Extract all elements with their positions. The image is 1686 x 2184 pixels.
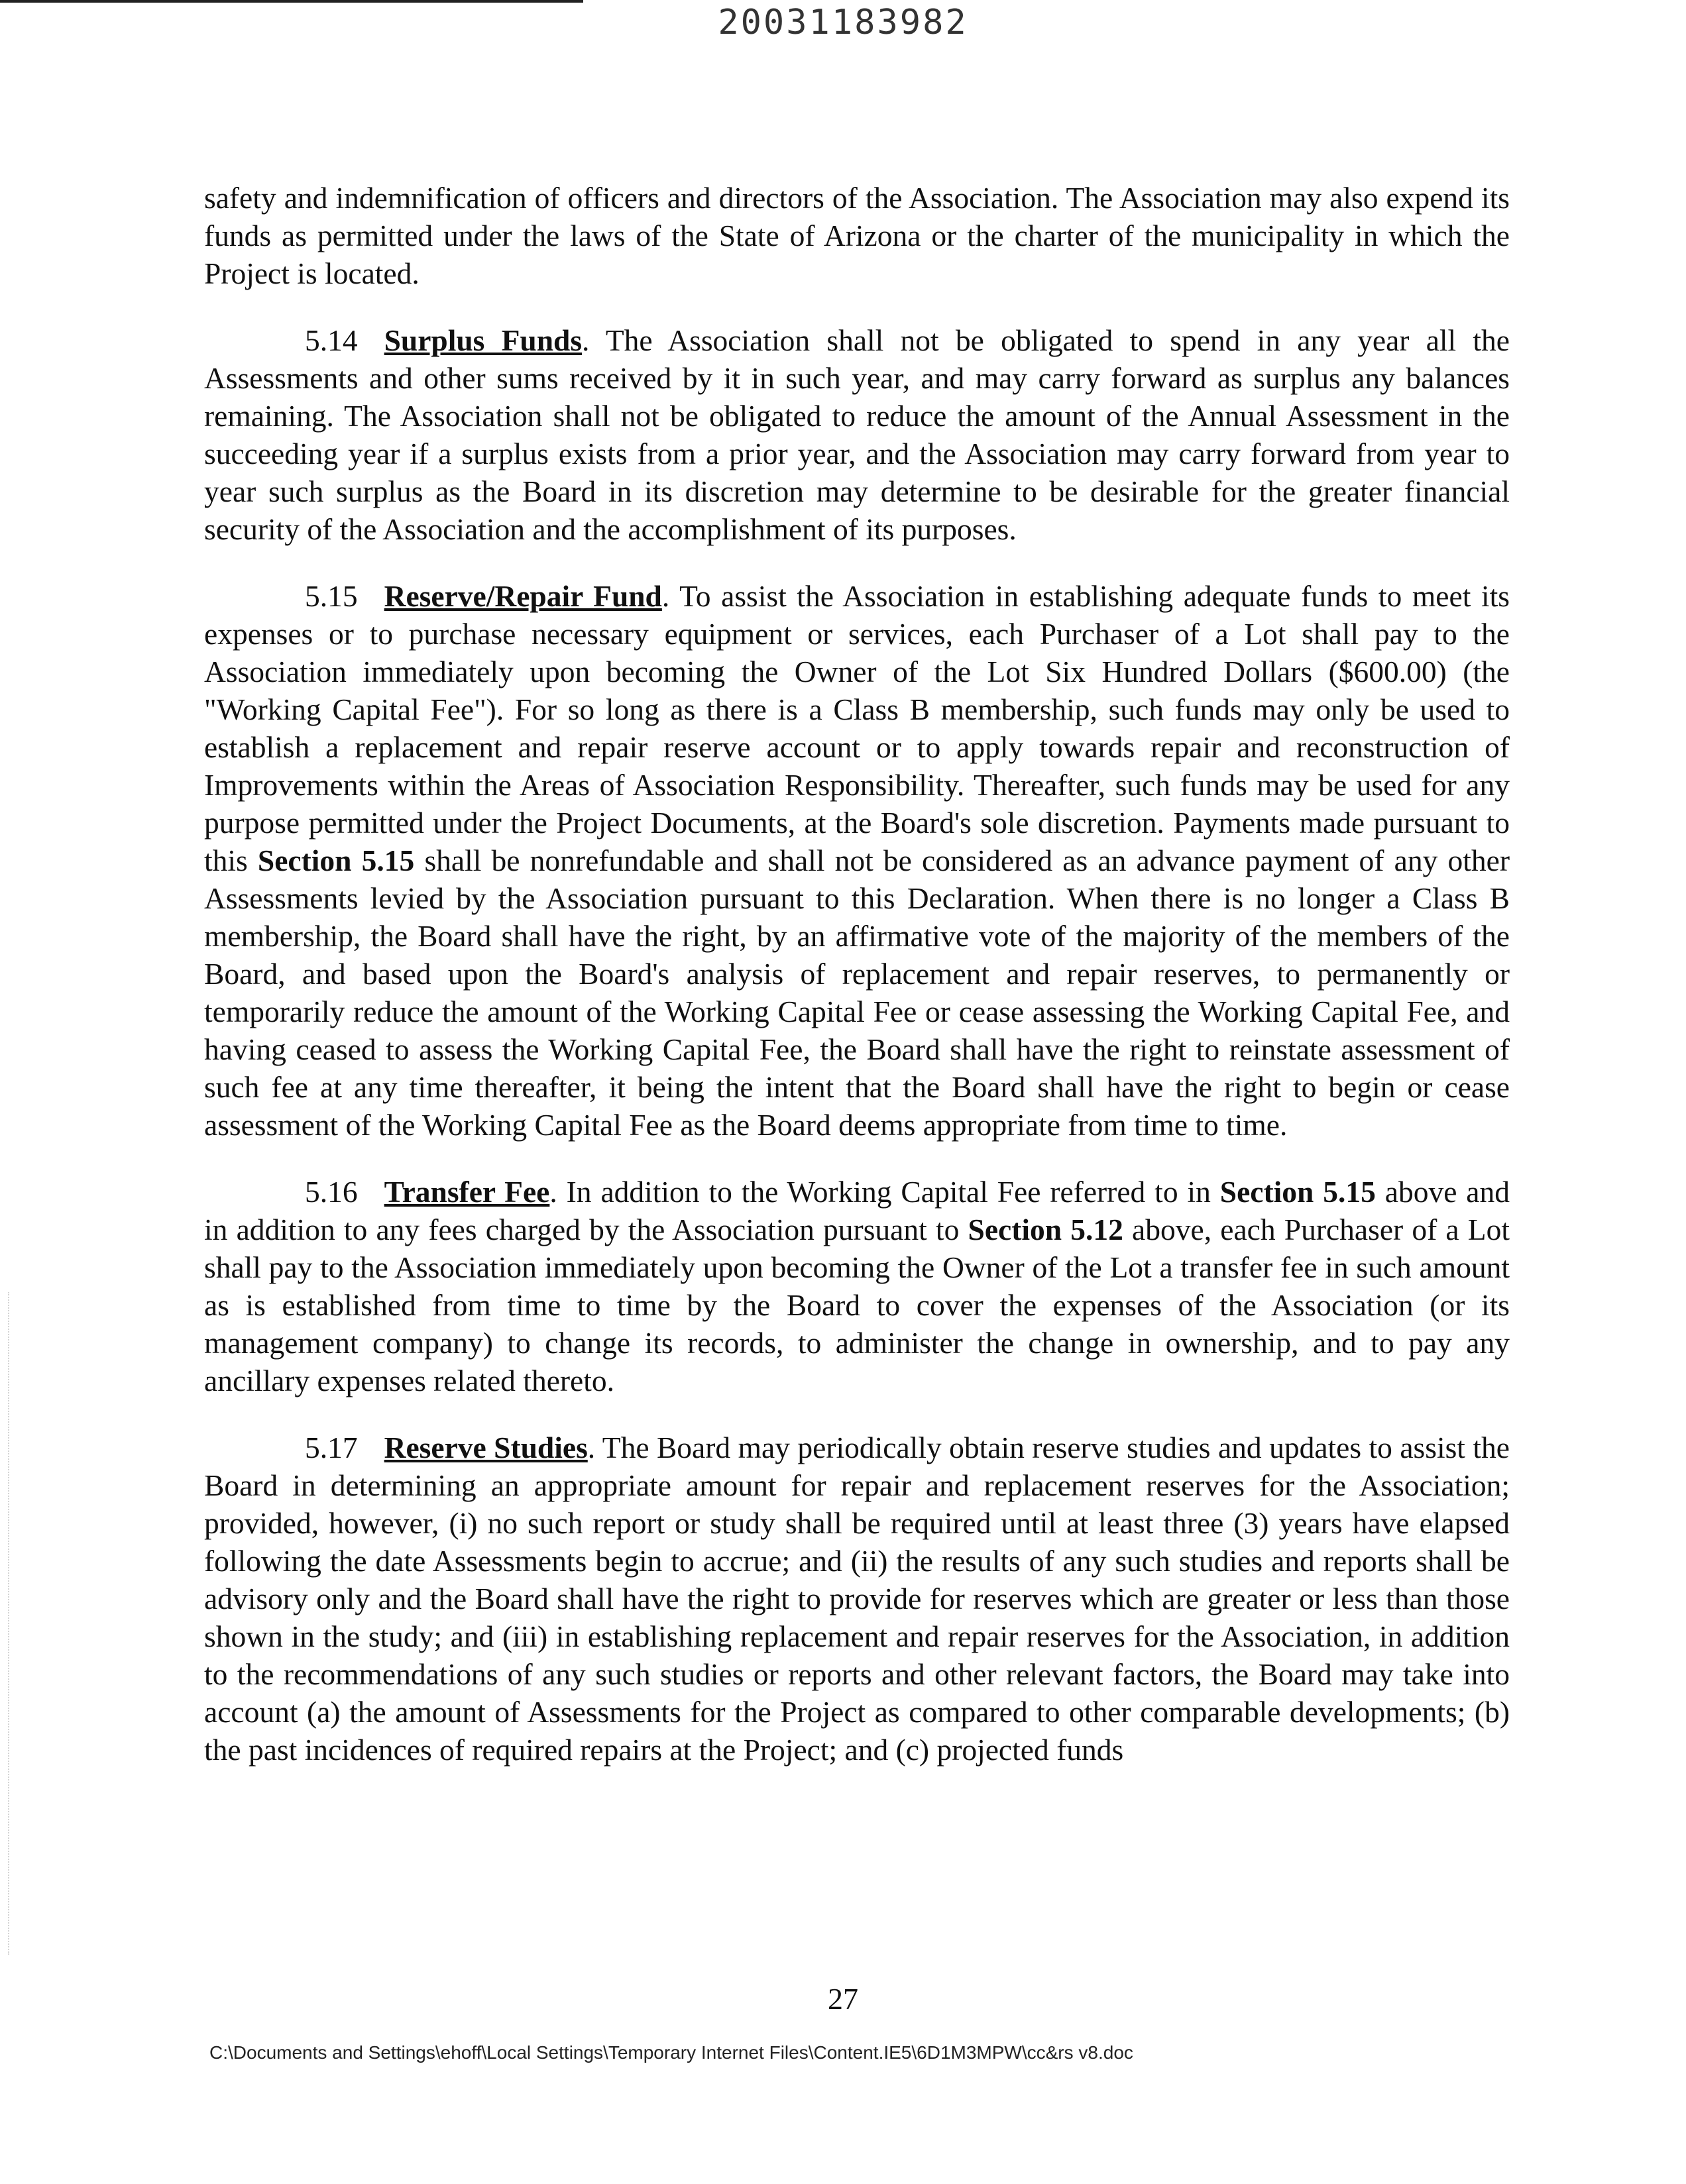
section-5-14 bbox=[204, 321, 1510, 548]
paragraph-text: above, each Purchaser of a Lot shall pay to the Association immediately upon becoming the Owner of the Lot a transfer fee in such amount as is established from time to time by the Board to cover the expenses of the Association (or its management company) to change its records, to administer the change in ownership, and to pay any ancillary expenses related thereto. bbox=[204, 1213, 1510, 1397]
section-5-15 bbox=[204, 577, 1510, 1144]
paragraph-text: . The Association shall not be obligated to spend in any year all the Assessments and other sums received by it in such year, and may carry forward as surplus any balances remaining. The Association shall not be obligated to reduce the amount of the Annual Assessment in the succeeding year if a surplus exists from a prior year, and the Association may carry forward from year to year such surplus as the Board in its discretion may determine to be desirable for the greater financial security of the Association and the accomplishment of its purposes. bbox=[204, 323, 1510, 546]
section-number: 5.17 bbox=[305, 1431, 358, 1464]
section-heading: Reserve Studies bbox=[384, 1431, 588, 1464]
section-5-16 bbox=[204, 1173, 1510, 1399]
paragraph-text: safety and indemnification of officers and directors of the Association. The Association may also expend its funds as permitted under the laws of the State of Arizona or the charter of the municipality in which the Project is located. bbox=[204, 181, 1510, 290]
section-reference: Section 5.12 bbox=[968, 1213, 1123, 1246]
section-heading: Transfer Fee bbox=[384, 1175, 550, 1209]
section-number: 5.16 bbox=[305, 1175, 358, 1209]
paragraph-text: above and in addition to any fees charged by the Association pursuant to bbox=[204, 1175, 1510, 1246]
footer-file-path: C:\Documents and Settings\ehoff\Local Settings\Temporary Internet Files\Content.IE5\6D1M3MPW\cc&rs v8.doc bbox=[209, 2042, 1133, 2063]
section-heading: Surplus Funds bbox=[384, 323, 583, 357]
section-heading: Reserve/Repair Fund bbox=[384, 579, 662, 613]
paragraph-text: . The Board may periodically obtain reserve studies and updates to assist the Board in determining an appropriate amount for repair and replacement reserves for the Association; provided, however, (i) no such report or study shall be required until at least three (3) years have elapsed following the date Assessments begin to accrue; and (ii) the results of any such studies and reports shall be advisory only and the Board shall have the right to provide for reserves which are greater or less than those shown in the study; and (iii) in establishing replacement and repair reserves for the Association, in addition to the recommendations of any such studies or reports and other relevant factors, the Board may take into account (a) the amount of Assessments for the Project as compared to other comparable developments; (b) the past incidences of required repairs at the Project; and (c) projected funds bbox=[204, 1431, 1510, 1767]
section-number: 5.14 bbox=[305, 323, 358, 357]
section-reference: Section 5.15 bbox=[257, 844, 415, 877]
paragraph-text: . To assist the Association in establishing adequate funds to meet its expenses or to purchase necessary equipment or services, each Purchaser of a Lot shall pay to the Association immediately upon becoming the Owner of the Lot Six Hundred Dollars ($600.00) (the "Working Capital Fee"). For so long as there is a Class B membership, such funds may only be used to establish a replacement and repair reserve account or to apply towards repair and reconstruction of Improvements within the Areas of Association Responsibility. Thereafter, such funds may be used for any purpose permitted under the Project Documents, at the Board's sole discretion. Payments made pursuant to this bbox=[204, 579, 1510, 877]
document-body bbox=[204, 179, 1510, 1798]
document-number: 20031183982 bbox=[718, 3, 968, 42]
paragraph-text: . In addition to the Working Capital Fee referred to in bbox=[549, 1175, 1220, 1209]
section-reference: Section 5.15 bbox=[1219, 1175, 1376, 1209]
margin-stamp bbox=[1577, 83, 1617, 302]
margin-marks bbox=[8, 1292, 12, 1955]
paragraph-continuation bbox=[204, 179, 1510, 292]
section-number: 5.15 bbox=[305, 579, 358, 613]
paragraph-text: shall be nonrefundable and shall not be considered as an advance payment of any other Assessments levied by the Association pursuant to this Declaration. When there is no longer a Class B membership, the Board shall have the right, by an affirmative vote of the majority of the members of the Board, and based upon the Board's analysis of replacement and repair reserves, to permanently or temporarily reduce the amount of the Working Capital Fee or cease assessing the Working Capital Fee, and having ceased to assess the Working Capital Fee, the Board shall have the right to reinstate assessment of such fee at any time thereafter, it being the intent that the Board shall have the right to begin or cease assessment of the Working Capital Fee as the Board deems appropriate from time to time. bbox=[204, 844, 1510, 1142]
section-5-17 bbox=[204, 1429, 1510, 1769]
page-number: 27 bbox=[828, 1982, 858, 2016]
